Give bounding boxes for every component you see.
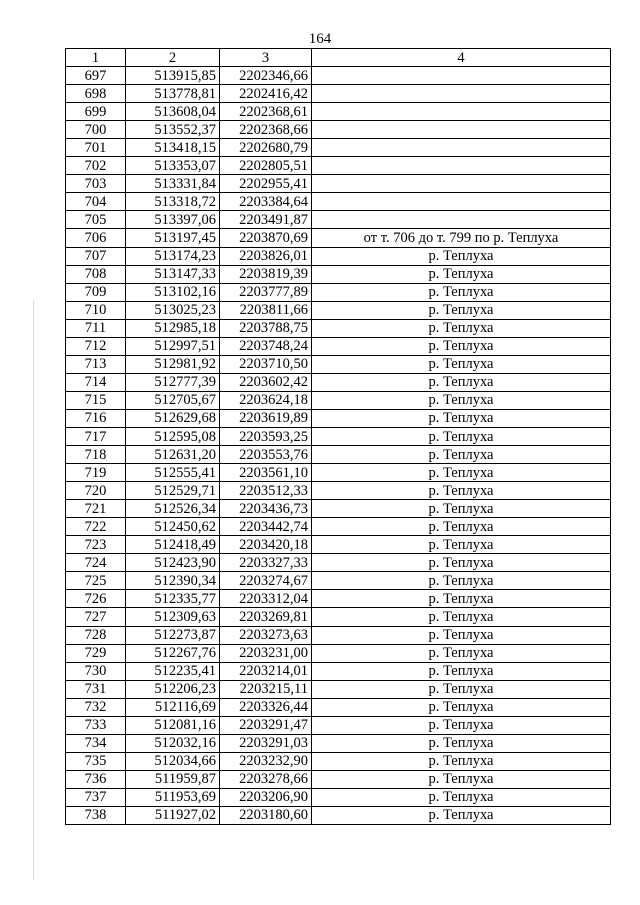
table-row — [66, 536, 611, 554]
description-cell: р. Теплуха — [312, 644, 611, 662]
y-coordinate-cell: 2203619,89 — [220, 409, 312, 427]
point-number-cell: 717 — [66, 427, 126, 445]
table-row — [66, 716, 611, 734]
y-coordinate-cell: 2203232,90 — [220, 752, 312, 770]
description-cell: р. Теплуха — [312, 391, 611, 409]
x-coordinate-cell: 513397,06 — [126, 211, 220, 229]
y-coordinate-cell: 2203491,87 — [220, 211, 312, 229]
y-coordinate-cell: 2202368,66 — [220, 121, 312, 139]
y-coordinate-cell: 2203870,69 — [220, 229, 312, 247]
table-row — [66, 103, 611, 121]
description-cell: р. Теплуха — [312, 734, 611, 752]
description-cell: р. Теплуха — [312, 590, 611, 608]
y-coordinate-cell: 2203291,03 — [220, 734, 312, 752]
point-number-cell: 701 — [66, 139, 126, 157]
description-cell: р. Теплуха — [312, 752, 611, 770]
x-coordinate-cell: 512997,51 — [126, 337, 220, 355]
x-coordinate-cell: 513608,04 — [126, 103, 220, 121]
description-cell: р. Теплуха — [312, 319, 611, 337]
x-coordinate-cell: 512985,18 — [126, 319, 220, 337]
description-cell: р. Теплуха — [312, 500, 611, 518]
point-number-cell: 727 — [66, 608, 126, 626]
point-number-cell: 715 — [66, 391, 126, 409]
x-coordinate-cell: 513174,23 — [126, 247, 220, 265]
point-number-cell: 699 — [66, 103, 126, 121]
x-coordinate-cell: 512206,23 — [126, 680, 220, 698]
description-cell: р. Теплуха — [312, 518, 611, 536]
y-coordinate-cell: 2202805,51 — [220, 157, 312, 175]
description-cell — [312, 103, 611, 121]
description-cell — [312, 139, 611, 157]
x-coordinate-cell: 512423,90 — [126, 554, 220, 572]
point-number-cell: 720 — [66, 482, 126, 500]
x-coordinate-cell: 513418,15 — [126, 139, 220, 157]
point-number-cell: 728 — [66, 626, 126, 644]
table-row — [66, 211, 611, 229]
x-coordinate-cell: 513331,84 — [126, 175, 220, 193]
table-row — [66, 446, 611, 464]
y-coordinate-cell: 2203561,10 — [220, 464, 312, 482]
description-cell: р. Теплуха — [312, 608, 611, 626]
y-coordinate-cell: 2203710,50 — [220, 355, 312, 373]
x-coordinate-cell: 512273,87 — [126, 626, 220, 644]
table-row — [66, 229, 611, 247]
table-row — [66, 482, 611, 500]
y-coordinate-cell: 2203442,74 — [220, 518, 312, 536]
description-cell: р. Теплуха — [312, 572, 611, 590]
description-cell — [312, 157, 611, 175]
point-number-cell: 703 — [66, 175, 126, 193]
description-cell: р. Теплуха — [312, 536, 611, 554]
x-coordinate-cell: 512309,63 — [126, 608, 220, 626]
y-coordinate-cell: 2203420,18 — [220, 536, 312, 554]
table-row — [66, 157, 611, 175]
x-coordinate-cell: 512595,08 — [126, 427, 220, 445]
table-row — [66, 590, 611, 608]
column-header-4: 4 — [312, 49, 611, 67]
point-number-cell: 733 — [66, 716, 126, 734]
y-coordinate-cell: 2202955,41 — [220, 175, 312, 193]
description-cell — [312, 175, 611, 193]
y-coordinate-cell: 2203180,60 — [220, 806, 312, 824]
y-coordinate-cell: 2202680,79 — [220, 139, 312, 157]
description-cell: р. Теплуха — [312, 626, 611, 644]
x-coordinate-cell: 513197,45 — [126, 229, 220, 247]
description-cell: р. Теплуха — [312, 446, 611, 464]
point-number-cell: 709 — [66, 283, 126, 301]
table-row — [66, 806, 611, 824]
table-row — [66, 572, 611, 590]
x-coordinate-cell: 513915,85 — [126, 67, 220, 85]
column-header-2: 2 — [126, 49, 220, 67]
y-coordinate-cell: 2203206,90 — [220, 788, 312, 806]
y-coordinate-cell: 2203748,24 — [220, 337, 312, 355]
table-row — [66, 770, 611, 788]
y-coordinate-cell: 2202346,66 — [220, 67, 312, 85]
point-number-cell: 722 — [66, 518, 126, 536]
x-coordinate-cell: 512529,71 — [126, 482, 220, 500]
table-row — [66, 337, 611, 355]
x-coordinate-cell: 511927,02 — [126, 806, 220, 824]
point-number-cell: 711 — [66, 319, 126, 337]
table-row — [66, 265, 611, 283]
table-row — [66, 698, 611, 716]
table-row — [66, 247, 611, 265]
x-coordinate-cell: 512034,66 — [126, 752, 220, 770]
y-coordinate-cell: 2203602,42 — [220, 373, 312, 391]
point-number-cell: 732 — [66, 698, 126, 716]
description-cell: р. Теплуха — [312, 770, 611, 788]
y-coordinate-cell: 2202416,42 — [220, 85, 312, 103]
x-coordinate-cell: 513778,81 — [126, 85, 220, 103]
point-number-cell: 710 — [66, 301, 126, 319]
description-cell — [312, 193, 611, 211]
x-coordinate-cell: 512390,34 — [126, 572, 220, 590]
table-row — [66, 644, 611, 662]
point-number-cell: 723 — [66, 536, 126, 554]
x-coordinate-cell: 512526,34 — [126, 500, 220, 518]
point-number-cell: 700 — [66, 121, 126, 139]
point-number-cell: 714 — [66, 373, 126, 391]
point-number-cell: 708 — [66, 265, 126, 283]
description-cell: р. Теплуха — [312, 716, 611, 734]
x-coordinate-cell: 512335,77 — [126, 590, 220, 608]
y-coordinate-cell: 2203624,18 — [220, 391, 312, 409]
point-number-cell: 706 — [66, 229, 126, 247]
table-row — [66, 554, 611, 572]
x-coordinate-cell: 512981,92 — [126, 355, 220, 373]
table-row — [66, 355, 611, 373]
table-row — [66, 373, 611, 391]
table-body — [66, 67, 611, 825]
point-number-cell: 702 — [66, 157, 126, 175]
description-cell — [312, 85, 611, 103]
x-coordinate-cell: 512267,76 — [126, 644, 220, 662]
y-coordinate-cell: 2203819,39 — [220, 265, 312, 283]
table-row — [66, 139, 611, 157]
x-coordinate-cell: 512235,41 — [126, 662, 220, 680]
point-number-cell: 712 — [66, 337, 126, 355]
description-cell: р. Теплуха — [312, 247, 611, 265]
table-row — [66, 301, 611, 319]
x-coordinate-cell: 512777,39 — [126, 373, 220, 391]
x-coordinate-cell: 512705,67 — [126, 391, 220, 409]
y-coordinate-cell: 2203593,25 — [220, 427, 312, 445]
x-coordinate-cell: 512450,62 — [126, 518, 220, 536]
y-coordinate-cell: 2203273,63 — [220, 626, 312, 644]
y-coordinate-cell: 2203291,47 — [220, 716, 312, 734]
y-coordinate-cell: 2203826,01 — [220, 247, 312, 265]
y-coordinate-cell: 2202368,61 — [220, 103, 312, 121]
table-row — [66, 626, 611, 644]
y-coordinate-cell: 2203214,01 — [220, 662, 312, 680]
table-row — [66, 500, 611, 518]
x-coordinate-cell: 512631,20 — [126, 446, 220, 464]
x-coordinate-cell: 512629,68 — [126, 409, 220, 427]
x-coordinate-cell: 511953,69 — [126, 788, 220, 806]
table-row — [66, 85, 611, 103]
description-cell: р. Теплуха — [312, 373, 611, 391]
point-number-cell: 738 — [66, 806, 126, 824]
description-cell: р. Теплуха — [312, 464, 611, 482]
description-cell — [312, 211, 611, 229]
table-row — [66, 518, 611, 536]
table-row — [66, 391, 611, 409]
table-row — [66, 427, 611, 445]
x-coordinate-cell: 512418,49 — [126, 536, 220, 554]
y-coordinate-cell: 2203312,04 — [220, 590, 312, 608]
column-header-1: 1 — [66, 49, 126, 67]
point-number-cell: 716 — [66, 409, 126, 427]
point-number-cell: 729 — [66, 644, 126, 662]
description-cell: р. Теплуха — [312, 482, 611, 500]
description-cell: р. Теплуха — [312, 265, 611, 283]
point-number-cell: 726 — [66, 590, 126, 608]
table-row — [66, 283, 611, 301]
table-row — [66, 680, 611, 698]
description-cell: р. Теплуха — [312, 698, 611, 716]
y-coordinate-cell: 2203327,33 — [220, 554, 312, 572]
table-row — [66, 121, 611, 139]
page-number: 164 — [308, 31, 332, 47]
table-row — [66, 464, 611, 482]
table-row — [66, 319, 611, 337]
y-coordinate-cell: 2203326,44 — [220, 698, 312, 716]
y-coordinate-cell: 2203384,64 — [220, 193, 312, 211]
point-number-cell: 713 — [66, 355, 126, 373]
coordinates-table — [65, 48, 611, 825]
point-number-cell: 705 — [66, 211, 126, 229]
description-cell: р. Теплуха — [312, 427, 611, 445]
point-number-cell: 735 — [66, 752, 126, 770]
description-cell: р. Теплуха — [312, 554, 611, 572]
table-row — [66, 608, 611, 626]
x-coordinate-cell: 513102,16 — [126, 283, 220, 301]
point-number-cell: 698 — [66, 85, 126, 103]
description-cell: р. Теплуха — [312, 662, 611, 680]
point-number-cell: 721 — [66, 500, 126, 518]
y-coordinate-cell: 2203436,73 — [220, 500, 312, 518]
point-number-cell: 734 — [66, 734, 126, 752]
point-number-cell: 707 — [66, 247, 126, 265]
point-number-cell: 725 — [66, 572, 126, 590]
point-number-cell: 719 — [66, 464, 126, 482]
x-coordinate-cell: 512555,41 — [126, 464, 220, 482]
column-header-3: 3 — [220, 49, 312, 67]
y-coordinate-cell: 2203811,66 — [220, 301, 312, 319]
table-row — [66, 67, 611, 85]
x-coordinate-cell: 512032,16 — [126, 734, 220, 752]
x-coordinate-cell: 513147,33 — [126, 265, 220, 283]
point-number-cell: 697 — [66, 67, 126, 85]
point-number-cell: 730 — [66, 662, 126, 680]
y-coordinate-cell: 2203512,33 — [220, 482, 312, 500]
table-row — [66, 752, 611, 770]
table-row — [66, 193, 611, 211]
x-coordinate-cell: 512081,16 — [126, 716, 220, 734]
description-cell: р. Теплуха — [312, 337, 611, 355]
description-cell: р. Теплуха — [312, 409, 611, 427]
description-cell: р. Теплуха — [312, 283, 611, 301]
y-coordinate-cell: 2203274,67 — [220, 572, 312, 590]
y-coordinate-cell: 2203278,66 — [220, 770, 312, 788]
y-coordinate-cell: 2203269,81 — [220, 608, 312, 626]
table-row — [66, 662, 611, 680]
point-number-cell: 737 — [66, 788, 126, 806]
y-coordinate-cell: 2203215,11 — [220, 680, 312, 698]
point-number-cell: 736 — [66, 770, 126, 788]
x-coordinate-cell: 513353,07 — [126, 157, 220, 175]
description-cell — [312, 121, 611, 139]
x-coordinate-cell: 511959,87 — [126, 770, 220, 788]
table-row — [66, 788, 611, 806]
description-cell: от т. 706 до т. 799 по р. Теплуха — [312, 229, 611, 247]
x-coordinate-cell: 513318,72 — [126, 193, 220, 211]
point-number-cell: 704 — [66, 193, 126, 211]
y-coordinate-cell: 2203777,89 — [220, 283, 312, 301]
margin-line — [33, 300, 34, 880]
description-cell: р. Теплуха — [312, 680, 611, 698]
y-coordinate-cell: 2203788,75 — [220, 319, 312, 337]
table-row — [66, 734, 611, 752]
description-cell: р. Теплуха — [312, 806, 611, 824]
y-coordinate-cell: 2203553,76 — [220, 446, 312, 464]
point-number-cell: 731 — [66, 680, 126, 698]
point-number-cell: 718 — [66, 446, 126, 464]
x-coordinate-cell: 513552,37 — [126, 121, 220, 139]
x-coordinate-cell: 513025,23 — [126, 301, 220, 319]
table-row — [66, 175, 611, 193]
y-coordinate-cell: 2203231,00 — [220, 644, 312, 662]
description-cell: р. Теплуха — [312, 355, 611, 373]
point-number-cell: 724 — [66, 554, 126, 572]
x-coordinate-cell: 512116,69 — [126, 698, 220, 716]
description-cell: р. Теплуха — [312, 301, 611, 319]
table-row — [66, 409, 611, 427]
description-cell: р. Теплуха — [312, 788, 611, 806]
description-cell — [312, 67, 611, 85]
header-row — [66, 49, 611, 67]
